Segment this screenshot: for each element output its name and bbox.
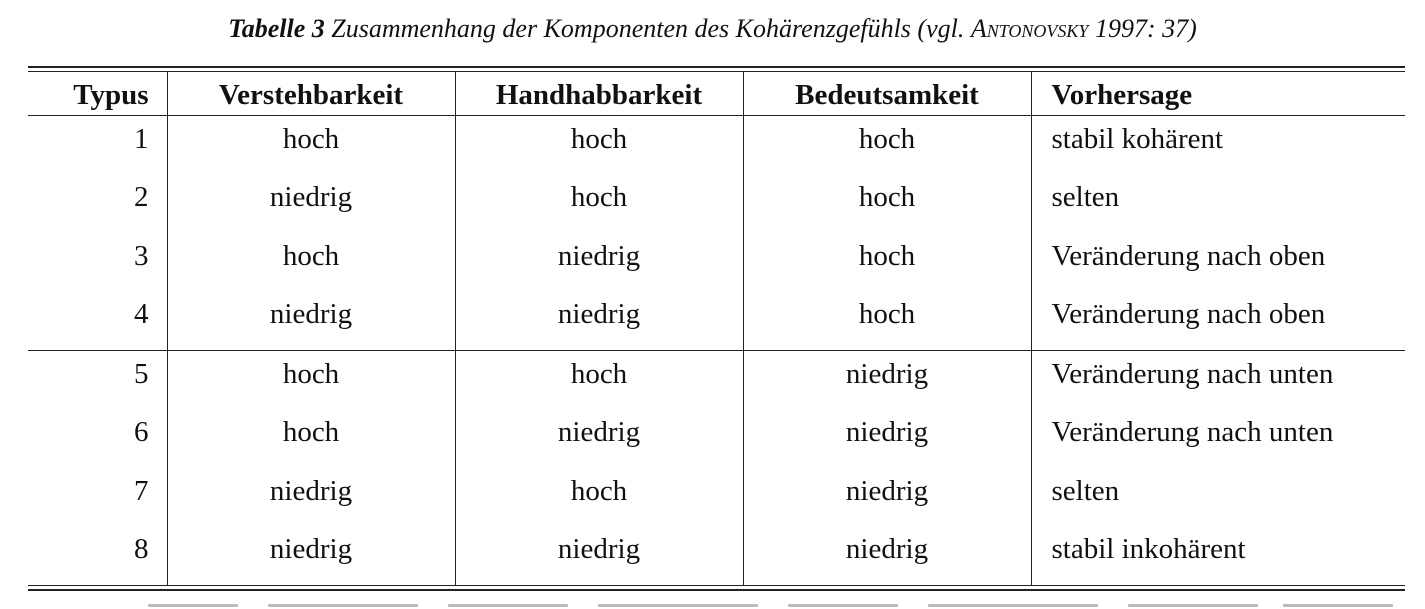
cell-vorhersage: selten [1031,174,1405,233]
cell-bedeutsamkeit: hoch [743,116,1031,175]
text-fragment [1283,604,1393,607]
text-fragment [788,604,898,607]
cell-vorhersage: stabil inkohärent [1031,526,1405,585]
cell-handhabbarkeit: hoch [455,174,743,233]
cell-handhabbarkeit: hoch [455,350,743,409]
cell-bedeutsamkeit: niedrig [743,468,1031,527]
header-verstehbarkeit: Verstehbarkeit [167,72,455,116]
cell-bedeutsamkeit: hoch [743,233,1031,292]
cell-vorhersage: Veränderung nach unten [1031,409,1405,468]
cell-bedeutsamkeit: niedrig [743,350,1031,409]
header-typus: Typus [28,72,167,116]
coherence-table [28,72,1405,585]
cell-vorhersage: stabil kohärent [1031,116,1405,175]
cell-handhabbarkeit: niedrig [455,233,743,292]
table-container [28,66,1405,591]
cell-handhabbarkeit: hoch [455,468,743,527]
cell-typus: 1 [134,123,149,155]
cell-typus: 3 [134,239,149,272]
table-row [28,291,1405,350]
table-row [28,116,1405,175]
caption-reference: 1997: 37) [1088,14,1197,43]
cell-typus: 6 [134,416,149,448]
cell-typus: 2 [134,181,149,213]
table-top-rule [28,66,1405,68]
cell-verstehbarkeit: niedrig [167,468,455,527]
table-row [28,409,1405,468]
cell-bedeutsamkeit: niedrig [743,409,1031,468]
text-fragment [928,604,1098,607]
cell-verstehbarkeit: hoch [167,409,455,468]
cell-bedeutsamkeit: hoch [743,291,1031,350]
cell-vorhersage: Veränderung nach oben [1031,233,1405,292]
cell-typus: 4 [134,298,149,330]
table-header-row [28,72,1405,116]
cell-verstehbarkeit: niedrig [167,526,455,585]
header-vorhersage: Vorhersage [1031,72,1405,116]
cell-bedeutsamkeit: niedrig [743,526,1031,585]
cell-typus: 8 [134,533,149,565]
cell-verstehbarkeit: hoch [167,233,455,292]
cell-verstehbarkeit: niedrig [167,291,455,350]
cell-handhabbarkeit: niedrig [455,526,743,585]
caption-label: Tabelle 3 [228,14,325,43]
cell-handhabbarkeit: niedrig [455,409,743,468]
header-bedeutsamkeit: Bedeutsamkeit [743,72,1031,116]
text-fragment [1128,604,1258,607]
cell-vorhersage: Veränderung nach unten [1031,350,1405,409]
text-fragment [268,604,418,607]
cell-bedeutsamkeit: hoch [743,174,1031,233]
cell-typus: 5 [28,350,167,409]
header-handhabbarkeit: Handhabbarkeit [455,72,743,116]
text-fragment [448,604,568,607]
table-row [28,468,1405,527]
table-row [28,233,1405,292]
cell-typus: 7 [134,474,149,507]
caption-text: Zusammenhang der Komponenten des Kohärenzgefühls (vgl. [324,14,971,43]
caption-author: Antonovsky [970,14,1089,43]
table-row [28,350,1405,409]
cell-vorhersage: Veränderung nach oben [1031,291,1405,350]
table-caption [0,12,1425,46]
cell-vorhersage: selten [1031,468,1405,527]
cell-verstehbarkeit: niedrig [167,174,455,233]
table-bottom-rule [28,589,1405,591]
cut-off-next-line [28,598,1405,609]
text-fragment [598,604,758,607]
cell-verstehbarkeit: hoch [167,350,455,409]
table-bottom-rule-thin [28,585,1405,586]
cell-verstehbarkeit: hoch [167,116,455,175]
table-row [28,174,1405,233]
cell-handhabbarkeit: niedrig [455,291,743,350]
cell-handhabbarkeit: hoch [455,116,743,175]
table-row [28,526,1405,585]
text-fragment [148,604,238,607]
